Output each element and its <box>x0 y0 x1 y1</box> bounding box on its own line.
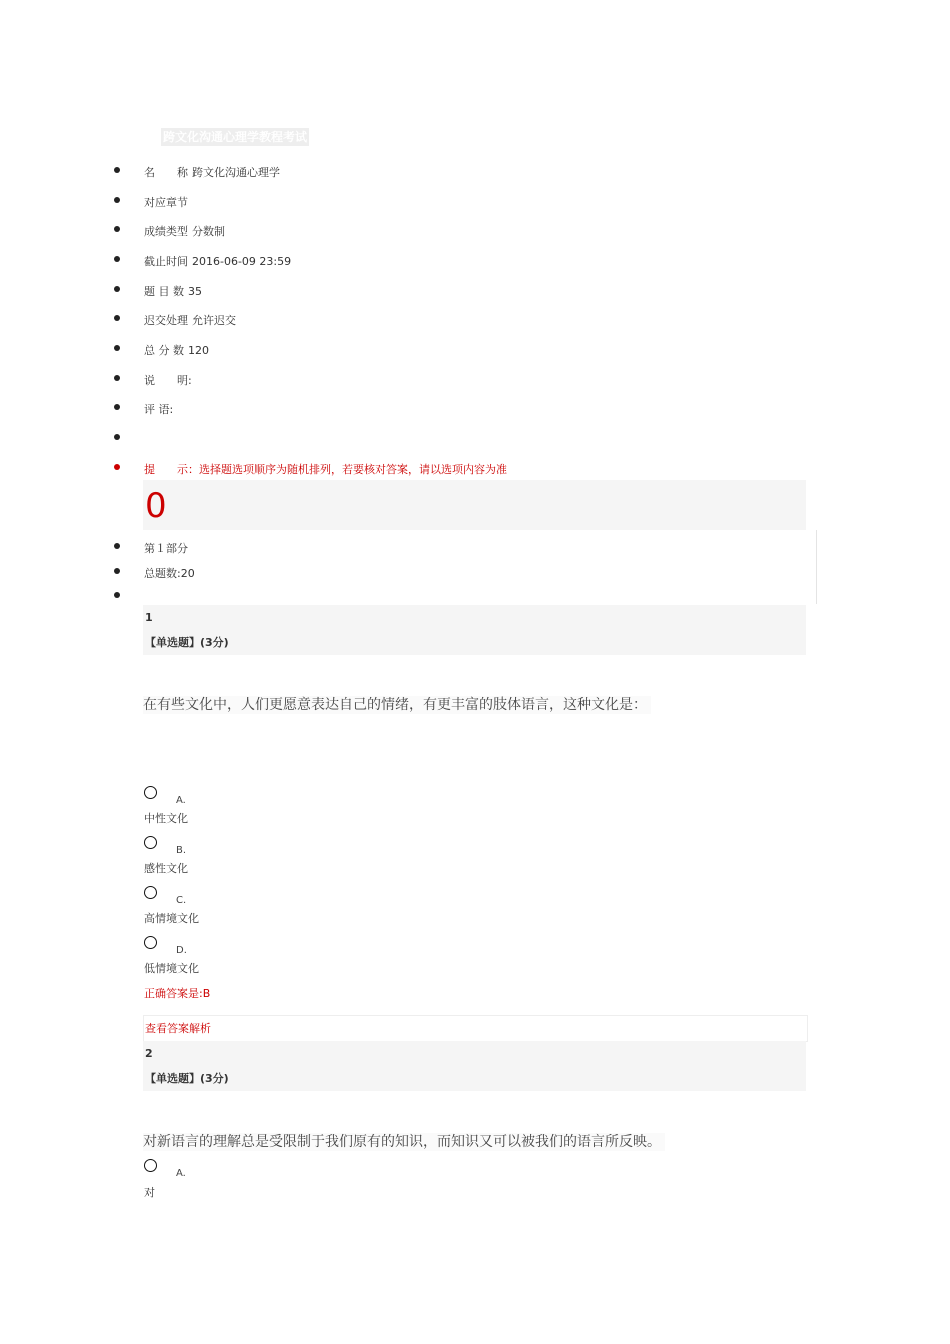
info-value: 120 <box>188 344 209 357</box>
option-b-radio[interactable] <box>144 836 157 849</box>
info-value: 2016-06-09 23:59 <box>192 255 292 268</box>
option-a-text: 中性文化 <box>144 812 188 825</box>
bullet-icon <box>114 592 120 598</box>
option-c-radio[interactable] <box>144 886 157 899</box>
option-b-letter: B. <box>176 845 187 856</box>
info-label: 对应章节 <box>144 196 188 209</box>
info-label: 说 明: <box>144 374 192 387</box>
option-a-letter: A. <box>176 1168 186 1179</box>
bullet-icon <box>114 375 120 381</box>
bullet-icon <box>114 568 120 574</box>
part-name-item <box>0 541 950 561</box>
bullet-icon <box>114 286 120 292</box>
part-total: 总题数:20 <box>144 567 195 580</box>
bullet-icon <box>114 345 120 351</box>
option-d-letter: D. <box>176 945 187 956</box>
info-item-empty <box>0 432 950 452</box>
score-box <box>143 480 806 530</box>
bullet-icon <box>114 464 120 470</box>
info-value: 35 <box>188 285 202 298</box>
question-number: 1 <box>145 611 153 624</box>
part-name: 第１部分 <box>144 542 188 555</box>
option-a-letter: A. <box>176 795 186 806</box>
hint-text: 提 示：选择题选项顺序为随机排列，若要核对答案，请以选项内容为准 <box>144 463 507 476</box>
info-item-description <box>0 373 950 393</box>
question-type: 【单选题】(3分) <box>145 636 229 649</box>
option-b-text: 感性文化 <box>144 862 188 875</box>
question-number: 2 <box>145 1047 153 1060</box>
bullet-icon <box>114 226 120 232</box>
option-a-radio[interactable] <box>144 786 157 799</box>
info-label: 题 目 数 <box>144 285 184 298</box>
option-a-radio[interactable] <box>144 1159 157 1172</box>
info-item-name <box>0 165 950 185</box>
info-item-grade-type <box>0 224 950 244</box>
info-item-question-count <box>0 284 950 304</box>
view-analysis-link[interactable]: 查看答案解析 <box>145 1022 211 1035</box>
bullet-icon <box>114 167 120 173</box>
analysis-box <box>143 1015 808 1042</box>
exam-title: 跨文化沟通心理学教程考试 <box>163 130 308 144</box>
bullet-icon <box>114 315 120 321</box>
info-item-chapter <box>0 195 950 215</box>
part-total-item <box>0 566 950 586</box>
info-label: 总 分 数 <box>144 344 184 357</box>
question-header <box>143 1041 806 1091</box>
info-item-total-score <box>0 343 950 363</box>
info-label: 名 称 <box>144 166 188 179</box>
option-d-radio[interactable] <box>144 936 157 949</box>
info-label: 截止时间 <box>144 255 188 268</box>
option-a-text: 对 <box>144 1186 155 1199</box>
option-d-text: 低情境文化 <box>144 962 199 975</box>
hint-item <box>0 462 950 482</box>
bullet-icon <box>114 256 120 262</box>
bullet-icon <box>114 434 120 440</box>
question-header <box>143 605 806 655</box>
bullet-icon <box>114 404 120 410</box>
bullet-icon <box>114 543 120 549</box>
info-value: 允许迟交 <box>192 314 236 327</box>
info-label: 迟交处理 <box>144 314 188 327</box>
correct-answer: 正确答案是:B <box>144 987 211 1000</box>
info-item-comment <box>0 402 950 422</box>
info-item-late-policy <box>0 313 950 333</box>
option-c-letter: C. <box>176 895 187 906</box>
info-value: 分数制 <box>192 225 225 238</box>
bullet-icon <box>114 197 120 203</box>
info-value: 跨文化沟通心理学 <box>192 166 280 179</box>
option-c-text: 高情境文化 <box>144 912 199 925</box>
score-value: 0 <box>145 486 167 526</box>
info-label: 成绩类型 <box>144 225 188 238</box>
question-text: 对新语言的理解总是受限制于我们原有的知识，而知识又可以被我们的语言所反映。 <box>143 1133 665 1151</box>
info-label: 评 语: <box>144 403 174 416</box>
info-item-deadline <box>0 254 950 274</box>
question-text: 在有些文化中，人们更愿意表达自己的情绪，有更丰富的肢体语言，这种文化是： <box>143 696 651 714</box>
question-type: 【单选题】(3分) <box>145 1072 229 1085</box>
